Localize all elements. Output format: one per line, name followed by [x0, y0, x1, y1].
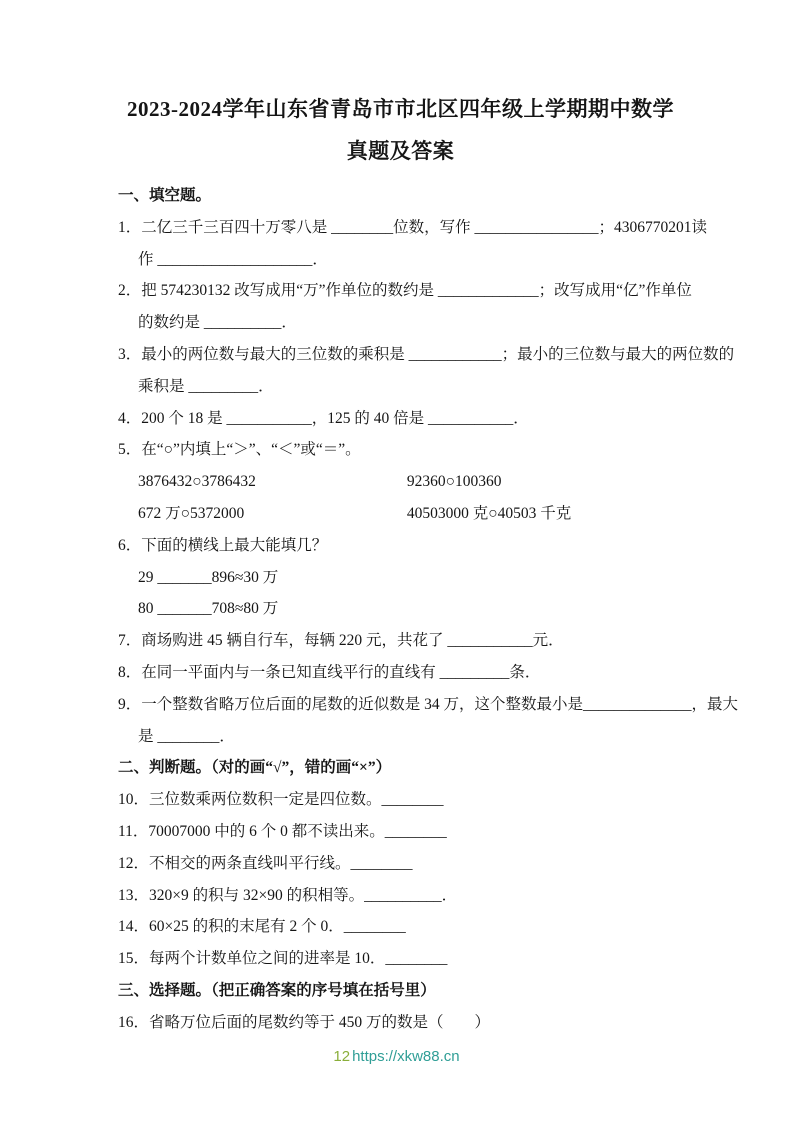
question-line-8: 8．在同一平面内与一条已知直线平行的直线有 _________条． [118, 663, 541, 681]
section-header-true-false: 二、判断题。（对的画“√”，错的画“×”） [118, 759, 392, 777]
question-line-1: 1．二亿三千三百四十万零八是 ________位数，写作 ________________；4306770201读 [118, 218, 708, 236]
question-line-3-continuation: 乘积是 _________． [138, 377, 274, 395]
question-line-9: 9．一个整数省略万位后面的尾数的近似数是 34 万，这个整数最小是______________，最大 [118, 695, 739, 713]
question-line-14: 14．60×25 的积的末尾有 2 个 0．________ [118, 918, 406, 936]
question-line-4: 4．200 个 18 是 ___________，125 的 40 倍是 ___________． [118, 409, 529, 427]
comparison-item-left: 3876432○3786432 [138, 473, 256, 491]
section-header-fill-in: 一、填空题。 [118, 187, 212, 204]
title-line-1: 2023-2024学年山东省青岛市市北区四年级上学期期中数学 [127, 97, 674, 121]
question-line-6: 6．下面的横线上最大能填几？ [118, 536, 328, 554]
comparison-pair-row-2 [118, 498, 683, 530]
question-line-1-continuation: 作 ____________________． [138, 250, 328, 268]
comparison-item-left: 672 万○5372000 [138, 504, 245, 522]
footer-watermark-link[interactable]: https://xkw88.cn [352, 1048, 460, 1065]
question-line-12: 12．不相交的两条直线叫平行线。________ [118, 854, 413, 872]
question-line-2: 2．把 574230132 改写成用“万”作单位的数约是 _____________；改写成用“亿”作单位 [118, 282, 692, 300]
page-title [118, 88, 683, 172]
comparison-pair-row-1 [118, 466, 683, 498]
question-line-2-continuation: 的数约是 __________． [138, 314, 297, 332]
question-6-sub-line-1: 29 _______896≈30 万 [138, 568, 279, 586]
question-line-7: 7．商场购进 45 辆自行车，每辆 220 元，共花了 ___________元． [118, 632, 564, 650]
question-line-15: 15．每两个计数单位之间的进率是 10．________ [118, 950, 448, 968]
comparison-item-right: 40503000 克○40503 千克 [406, 504, 572, 522]
comparison-item-right: 92360○100360 [406, 473, 502, 491]
question-line-5: 5．在“○”内填上“＞”、“＜”或“＝”。 [118, 441, 361, 459]
question-line-10: 10．三位数乘两位数积一定是四位数。________ [118, 791, 444, 809]
question-line-3: 3．最小的两位数与最大的三位数的乘积是 ____________；最小的三位数与最大的两位数的 [118, 345, 735, 363]
page-footer [0, 1048, 793, 1065]
exam-content [118, 180, 739, 1039]
section-header-multiple-choice: 三、选择题。（把正确答案的序号填在括号里） [118, 981, 436, 999]
title-line-2: 真题及答案 [346, 139, 455, 163]
question-line-11: 11．70007000 中的 6 个 0 都不读出来。________ [118, 822, 447, 840]
footer-page-number: 12 [333, 1048, 351, 1065]
question-6-sub-line-2: 80 _______708≈80 万 [138, 600, 279, 618]
question-line-13: 13．320×9 的积与 32×90 的积相等。__________． [118, 886, 458, 904]
question-line-9-continuation: 是 ________． [138, 727, 235, 745]
question-line-16: 16．省略万位后面的尾数约等于 450 万的数是（ ） [118, 1013, 491, 1031]
